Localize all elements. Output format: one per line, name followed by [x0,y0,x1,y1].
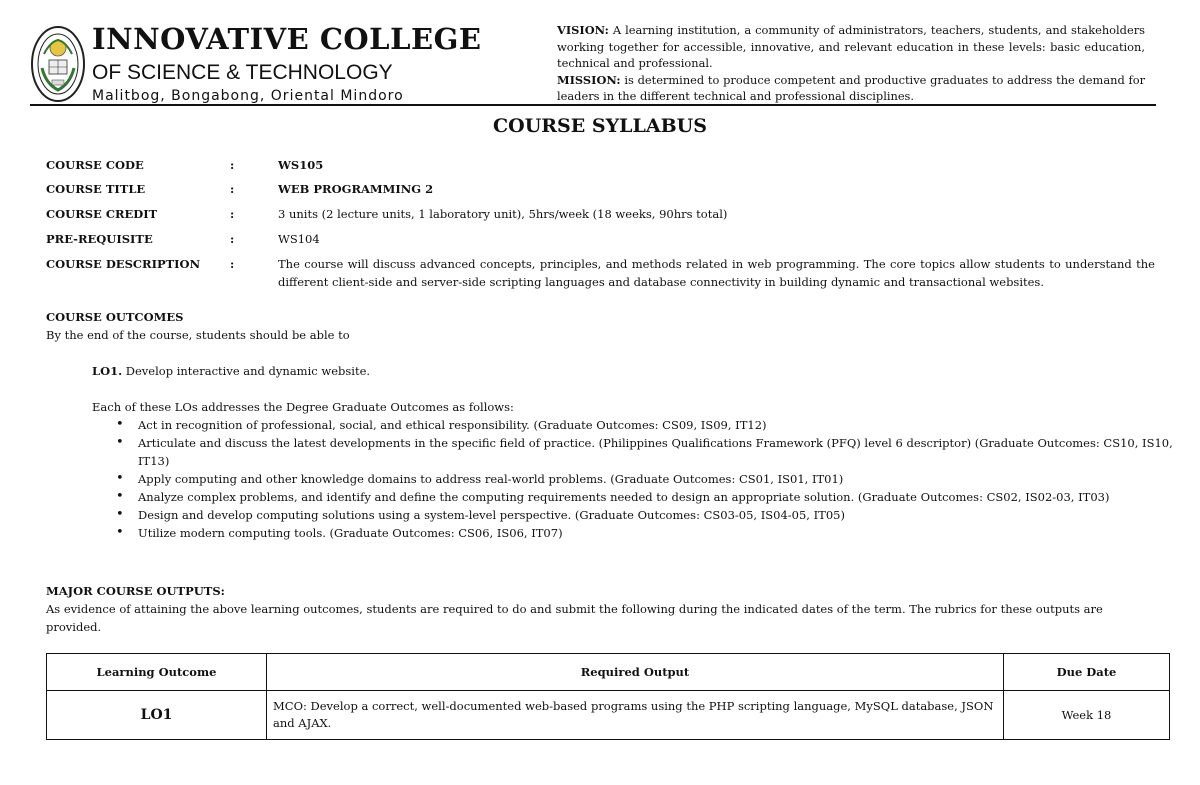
course-credit-value: 3 units (2 lecture units, 1 laboratory unit), 5hrs/week (18 weeks, 90hrs total) [278,207,728,221]
college-name: INNOVATIVE COLLEGE [92,22,482,56]
table-row [47,691,1170,740]
lo1-text: Develop interactive and dynamic website. [125,364,371,378]
cell-required-output: MCO: Develop a correct, well-documented web-based programs using the PHP scripting language, MySQL database, JSON and AJAX. [267,691,1004,740]
major-outputs-intro: As evidence of attaining the above learning outcomes, students are required to do and submit the following during the indicated dates of the term. The rubrics for these outputs are provided. [46,602,1103,634]
course-title-colon: : [230,182,235,196]
graduate-outcomes-lead: Each of these LOs addresses the Degree Graduate Outcomes as follows: [92,400,514,414]
list-item: • Design and develop computing solutions using a system-level perspective. (Graduate Outcomes: CS03-05, IS04-05, IT05) [138,506,1200,524]
vision-mission-block [557,22,1145,105]
header-due-date: Due Date [1004,654,1170,691]
mission-text: is determined to produce competent and productive graduates to address the demand for leaders in the different technical and professional disciplines. [557,72,1146,104]
vision-label: VISION: [557,23,609,37]
vision-paragraph [557,22,1145,72]
course-title-label: COURSE TITLE [46,182,146,196]
graduate-outcomes-list [92,416,1200,542]
list-item: • Analyze complex problems, and identify and define the computing requirements needed to design an appropriate solution. (Graduate Outcomes: CS02, IS02-03, IT03) [138,488,1200,506]
course-outcomes-heading: COURSE OUTCOMES [46,310,184,324]
course-description-value: The course will discuss advanced concepts, principles, and methods related in web programming. The core topics allow students to understand the different client-side and server-side scripting languages and database connectivity in building dynamic and transactional websites. [278,257,1155,289]
prerequisite-label: PRE-REQUISITE [46,232,153,246]
header-learning-outcome: Learning Outcome [47,654,267,691]
prerequisite-colon: : [230,232,235,246]
header-required-output: Required Output [267,654,1004,691]
course-code-label: COURSE CODE [46,158,144,172]
college-seal-logo [30,24,86,104]
course-credit-label: COURSE CREDIT [46,207,158,221]
prerequisite-value: WS104 [278,232,320,246]
list-item: • Articulate and discuss the latest developments in the specific field of practice. (Philippines Qualifications Framework (PFQ) level 6 descriptor) (Graduate Outcomes: CS10, IS10, IT13) [138,434,1200,470]
mission-paragraph [557,72,1145,105]
page-title: COURSE SYLLABUS [493,115,707,137]
college-subtitle: OF SCIENCE & TECHNOLOGY [92,61,393,84]
course-description-label: COURSE DESCRIPTION [46,257,201,271]
mission-label: MISSION: [557,72,621,87]
cell-due-date: Week 18 [1004,691,1170,740]
course-code-value: WS105 [278,158,324,172]
vision-text: A learning institution, a community of administrators, teachers, students, and stakeholders working together for accessible, innovative, and relevant education in these levels: basic education, technical and professional. [557,23,1146,71]
cell-learning-outcome: LO1 [47,691,267,740]
learning-outcome-lo1 [92,362,370,380]
college-address: Malitbog, Bongabong, Oriental Mindoro [92,88,404,104]
course-description-colon: : [230,257,235,271]
list-item: • Act in recognition of professional, social, and ethical responsibility. (Graduate Outcomes: CS09, IS09, IT12) [138,416,1200,434]
course-code-colon: : [230,158,235,172]
course-outputs-table [46,653,1170,740]
list-item: • Utilize modern computing tools. (Graduate Outcomes: CS06, IS06, IT07) [138,524,1200,542]
major-outputs-heading: MAJOR COURSE OUTPUTS: [46,584,225,598]
course-outcomes-intro: By the end of the course, students should be able to [46,328,350,342]
course-credit-colon: : [230,207,235,221]
table-header-row [47,654,1170,691]
list-item: • Apply computing and other knowledge domains to address real-world problems. (Graduate Outcomes: CS01, IS01, IT01) [138,470,1200,488]
lo1-label: LO1. [92,364,123,378]
header-divider [30,104,1156,106]
course-title-value: WEB PROGRAMMING 2 [278,182,434,196]
